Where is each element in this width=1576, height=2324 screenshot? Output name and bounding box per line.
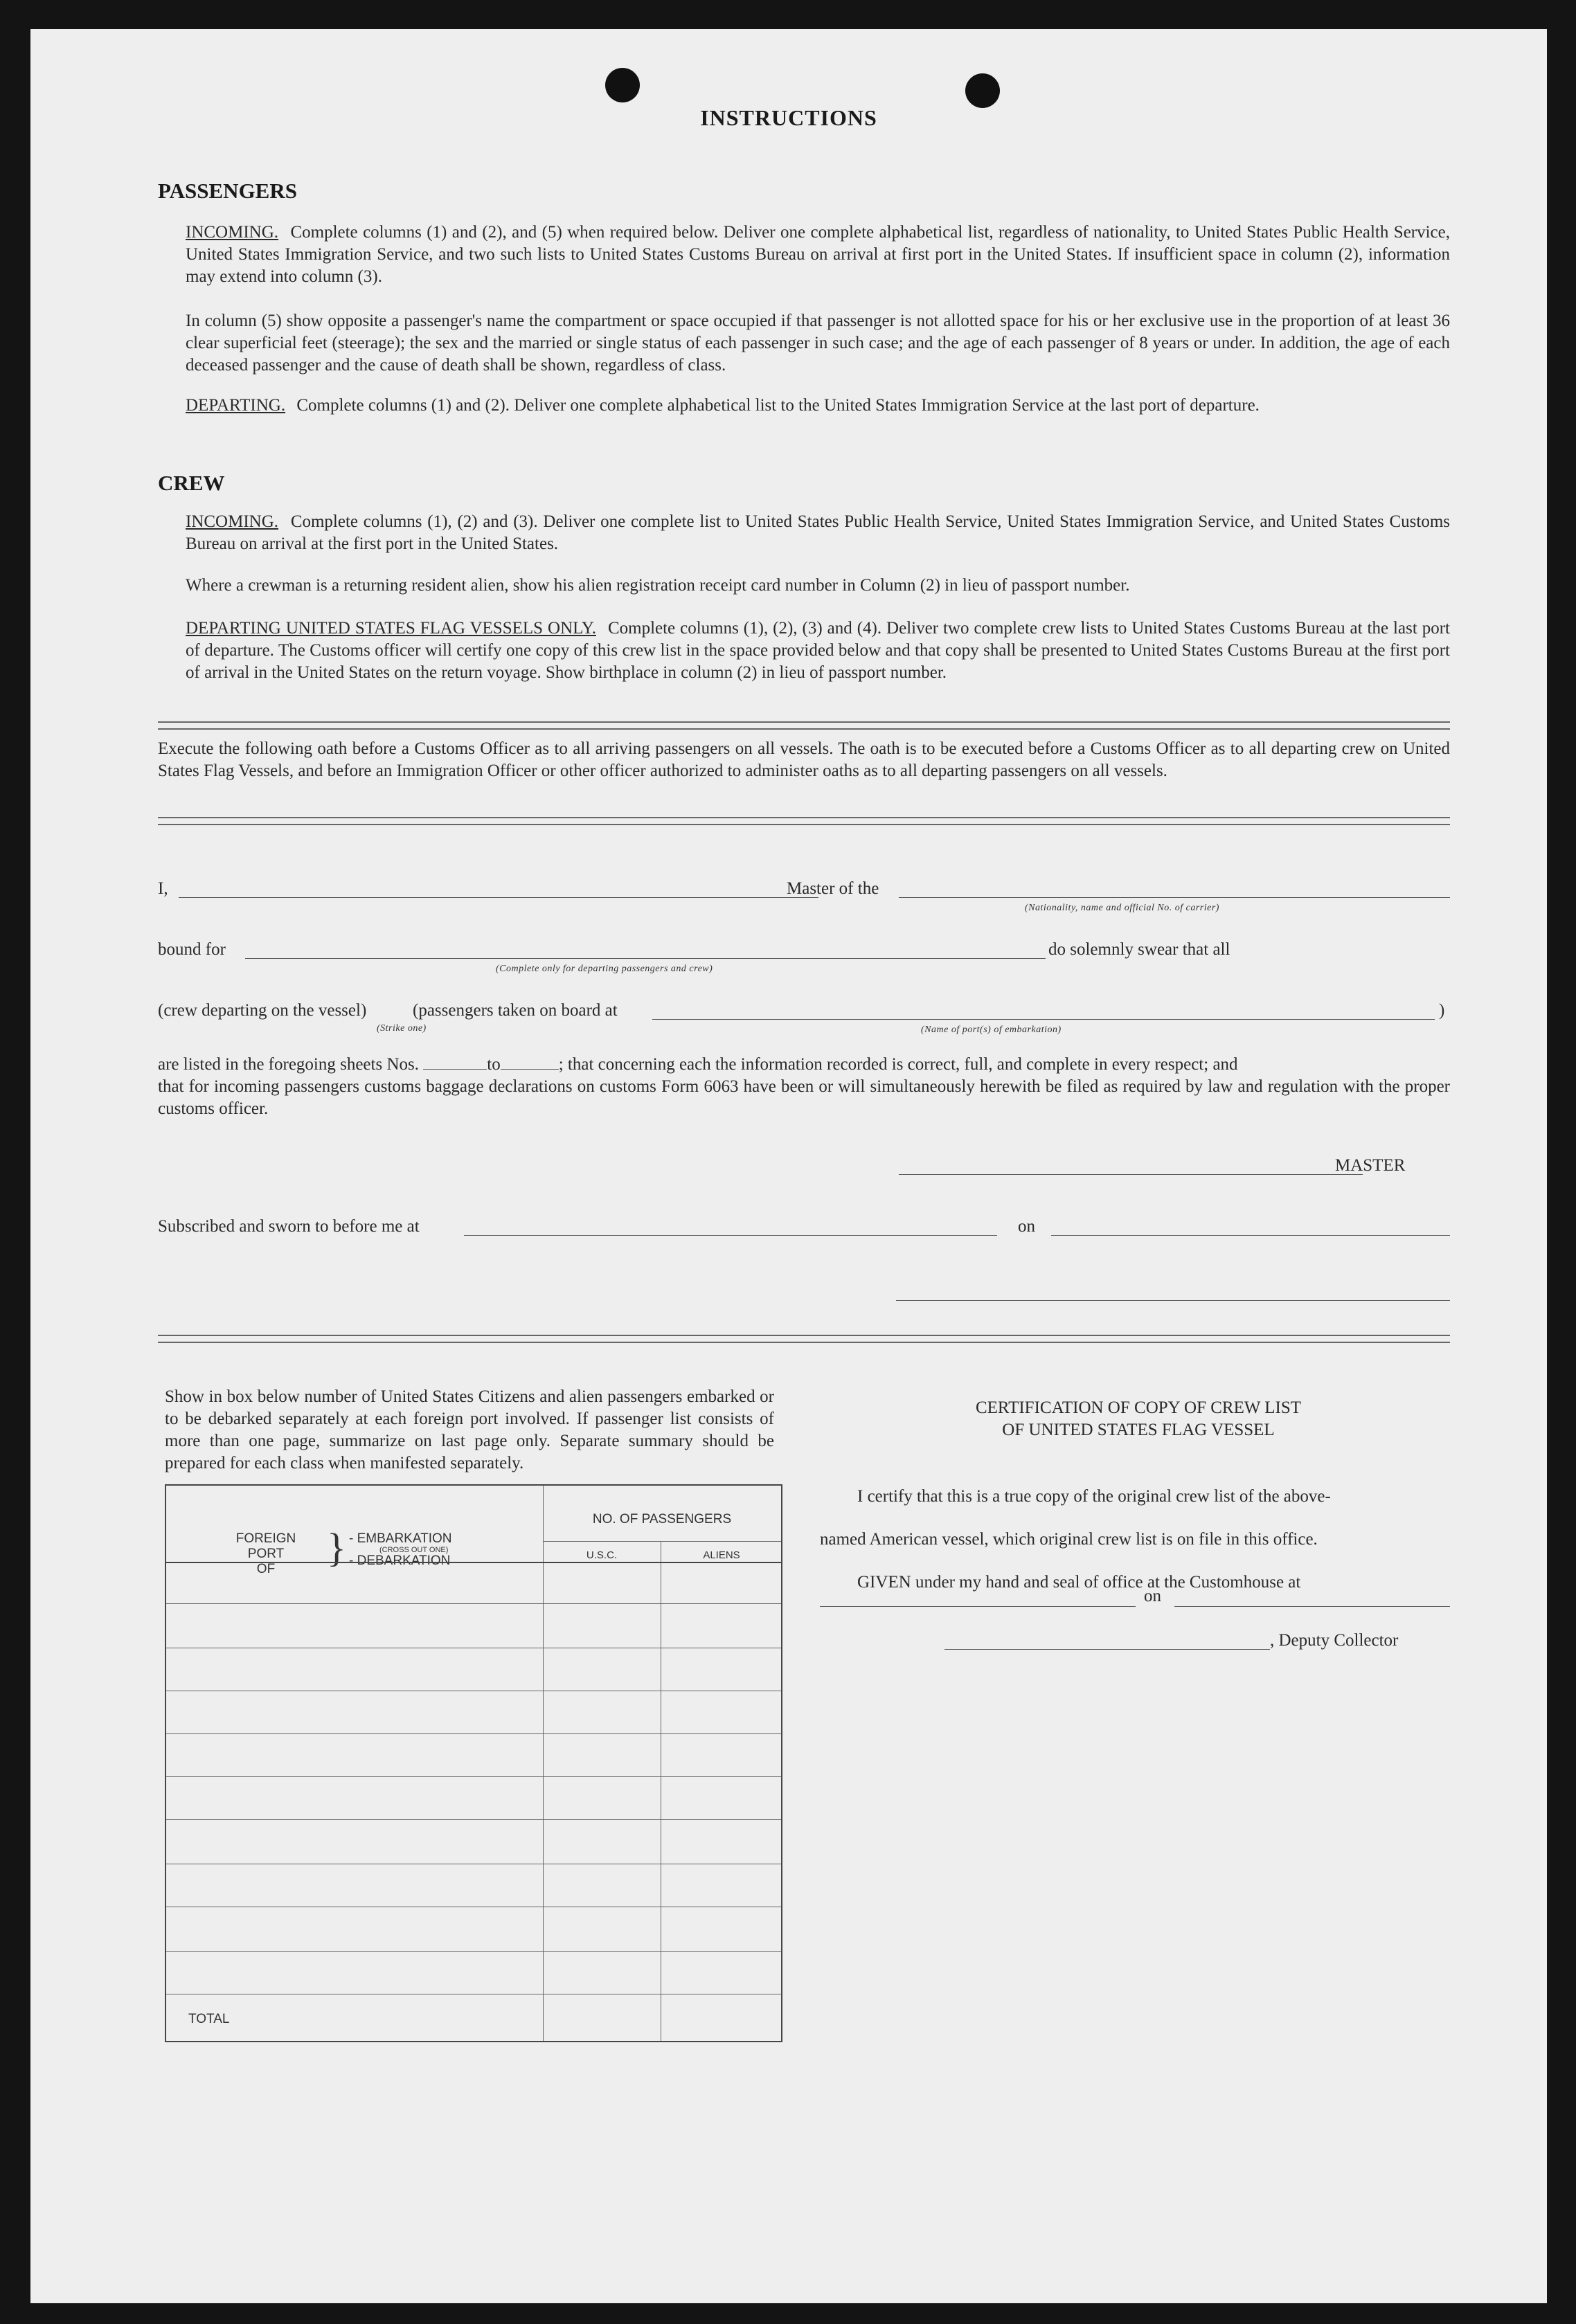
passengers-departing-paragraph [186, 395, 1450, 417]
certification-title [827, 1397, 1450, 1441]
usc-header: U.S.C. [586, 1549, 618, 1561]
sheet-to-field[interactable] [501, 1069, 559, 1070]
of-label: OF [256, 1562, 276, 1576]
crew-departing-option[interactable]: (crew departing on the vessel) [158, 1001, 367, 1020]
crew-alien-paragraph [186, 575, 1450, 597]
foreign-label: FOREIGN [235, 1531, 296, 1546]
crew-departing-label: DEPARTING UNITED STATES FLAG VESSELS ONLY. [186, 619, 596, 638]
aliens-header: ALIENS [703, 1549, 740, 1561]
cross-out-note: (CROSS OUT ONE) [379, 1546, 449, 1554]
embarkation-option[interactable]: - EMBARKATION [349, 1531, 452, 1546]
deputy-signature-field[interactable] [944, 1649, 1270, 1650]
row-line [166, 1562, 781, 1563]
listed-to-label: to [487, 1055, 501, 1074]
close-paren: ) [1439, 1001, 1445, 1020]
brace-glyph: } [327, 1525, 346, 1570]
crew-departing-text: Complete columns (1), (2), (3) and (4). Deliver two complete crew lists to United States Customs Bureau at the last port of departure. The Customs officer will certify one copy of this crew list in the space provided below and that copy shall be presented to United States Customs Bureau at the first port of arrival in the United States on the return voyage. Show birthplace in column (2) in lieu of passport number. [186, 619, 1451, 682]
passengers-incoming-paragraph [186, 222, 1450, 288]
crew-incoming-label: INCOMING. [186, 512, 279, 531]
embarkation-port-field[interactable] [652, 1019, 1435, 1020]
row-line [166, 1733, 781, 1734]
double-rule [158, 1335, 1450, 1343]
row-line [166, 1776, 781, 1777]
officer-signature-field[interactable] [896, 1300, 1450, 1301]
page-title: INSTRUCTIONS [700, 105, 877, 130]
customhouse-field[interactable] [820, 1606, 1136, 1607]
certification-title-line-2: OF UNITED STATES FLAG VESSEL [1002, 1421, 1275, 1439]
strike-caption: (Strike one) [377, 1023, 427, 1034]
no-of-passengers-header: NO. OF PASSENGERS [592, 1512, 732, 1526]
certification-date-field[interactable] [1174, 1606, 1450, 1607]
master-signature-field[interactable] [899, 1174, 1363, 1175]
listed-concerning-text: ; that concerning each the information recorded is correct, full, and complete in every respect; and [558, 1055, 1238, 1074]
crew-incoming-text: Complete columns (1), (2) and (3). Deliver one complete list to United States Public Health Service, United States Immigration Service, and United States Customs Bureau on arrival at the first port in the United States. [186, 512, 1451, 553]
oath-i-label: I, [158, 879, 168, 898]
bound-for-label: bound for [158, 940, 226, 959]
carrier-caption: (Nationality, name and official No. of carrier) [1025, 903, 1219, 913]
port-label: PORT [247, 1547, 285, 1561]
listed-first-line [158, 1054, 1450, 1076]
master-name-field[interactable] [179, 897, 818, 898]
debarkation-option[interactable]: - DEBARKATION [349, 1553, 451, 1568]
passengers-departing-label: DEPARTING. [186, 396, 286, 415]
carrier-field[interactable] [899, 897, 1450, 898]
punch-hole [605, 68, 640, 102]
listed-sheets-label: are listed in the foregoing sheets Nos. [158, 1055, 419, 1074]
double-rule [158, 817, 1450, 825]
crew-incoming-paragraph [186, 511, 1450, 555]
row-line [166, 1819, 781, 1820]
certification-on-label: on [1144, 1587, 1161, 1605]
listed-paragraph [158, 1054, 1450, 1120]
passengers-taken-option[interactable]: (passengers taken on board at [413, 1001, 618, 1020]
sworn-place-field[interactable] [464, 1235, 997, 1236]
passengers-departing-text: Complete columns (1) and (2). Deliver one complete alphabetical list to the United States Immigration Service at the last port of departure. [296, 396, 1260, 415]
certification-line-2: named American vessel, which original crew list is on file in this office. [820, 1530, 1318, 1549]
sworn-on-label: on [1018, 1217, 1035, 1236]
passenger-summary-table [165, 1484, 782, 2042]
crew-departing-paragraph [186, 618, 1450, 684]
summary-instructions: Show in box below number of United States Citizens and alien passengers embarked or to be debarked separately at each foreign port involved. If passenger list consists of more than one page, summarize on last page only. Separate summary should be prepared for each class when manifested separately. [165, 1387, 774, 1472]
subscribed-label: Subscribed and sworn to before me at [158, 1217, 420, 1236]
bound-for-field[interactable] [245, 958, 1046, 959]
deputy-collector-label: , Deputy Collector [1270, 1631, 1399, 1650]
port-caption: (Name of port(s) of embarkation) [921, 1025, 1062, 1035]
certification-title-line-1: CERTIFICATION OF COPY OF CREW LIST [975, 1398, 1302, 1417]
oath-instructions: Execute the following oath before a Customs Officer as to all arriving passengers on all vessels. The oath is to be executed before a Customs Officer as to all departing crew on United States Flag Vessels, and before an Immigration Officer or other officer authorized to administer oaths as to all departing passengers on all vessels. [158, 739, 1450, 780]
sworn-date-field[interactable] [1051, 1235, 1450, 1236]
departing-caption: (Complete only for departing passengers and crew) [496, 964, 713, 974]
double-rule [158, 721, 1450, 730]
passengers-incoming-text: Complete columns (1) and (2), and (5) when required below. Deliver one complete alphabetical list, regardless of nationality, to United States Public Health Service, United States Immigration Service, and two such lists to United States Customs Bureau on arrival at first port in the United States. If insufficient space in column (2), information may extend into column (3). [186, 223, 1451, 286]
listed-baggage-text: that for incoming passengers customs baggage declarations on customs Form 6063 have been or will simultaneously herewith be filed as required by law and regulation with the proper customs officer. [158, 1077, 1450, 1118]
master-label: MASTER [1335, 1156, 1406, 1175]
certification-line-1: I certify that this is a true copy of the original crew list of the above- [857, 1487, 1331, 1506]
crew-heading: CREW [158, 471, 225, 495]
row-line [166, 1951, 781, 1952]
punch-hole [965, 73, 1000, 108]
passengers-heading: PASSENGERS [158, 179, 297, 203]
form-sheet [30, 29, 1547, 2303]
column-divider [543, 1486, 544, 2041]
header-divider [543, 1541, 781, 1542]
passengers-column5-text: In column (5) show opposite a passenger's name the compartment or space occupied if that passenger is not allotted space for his or her exclusive use in the proportion of at least 36 clear superficial feet (steerage); the sex and the married or single status of each passenger in such case; and the age of each passenger of 8 years or under. In addition, the age of each deceased passenger and the cause of death shall be shown, regardless of class. [186, 312, 1450, 375]
master-of-label: Master of the [787, 879, 879, 898]
certification-line-3: GIVEN under my hand and seal of office at the Customhouse at [857, 1573, 1301, 1592]
crew-alien-text: Where a crewman is a returning resident alien, show his alien registration receipt card number in Column (2) in lieu of passport number. [186, 576, 1130, 595]
swear-label: do solemnly swear that all [1048, 940, 1230, 959]
foreign-port-header [211, 1531, 321, 1577]
row-line [166, 1603, 781, 1604]
sheet-from-field[interactable] [423, 1069, 487, 1070]
passengers-incoming-label: INCOMING. [186, 223, 279, 242]
total-label: TOTAL [188, 2012, 230, 2026]
passengers-column5-paragraph [186, 310, 1450, 377]
